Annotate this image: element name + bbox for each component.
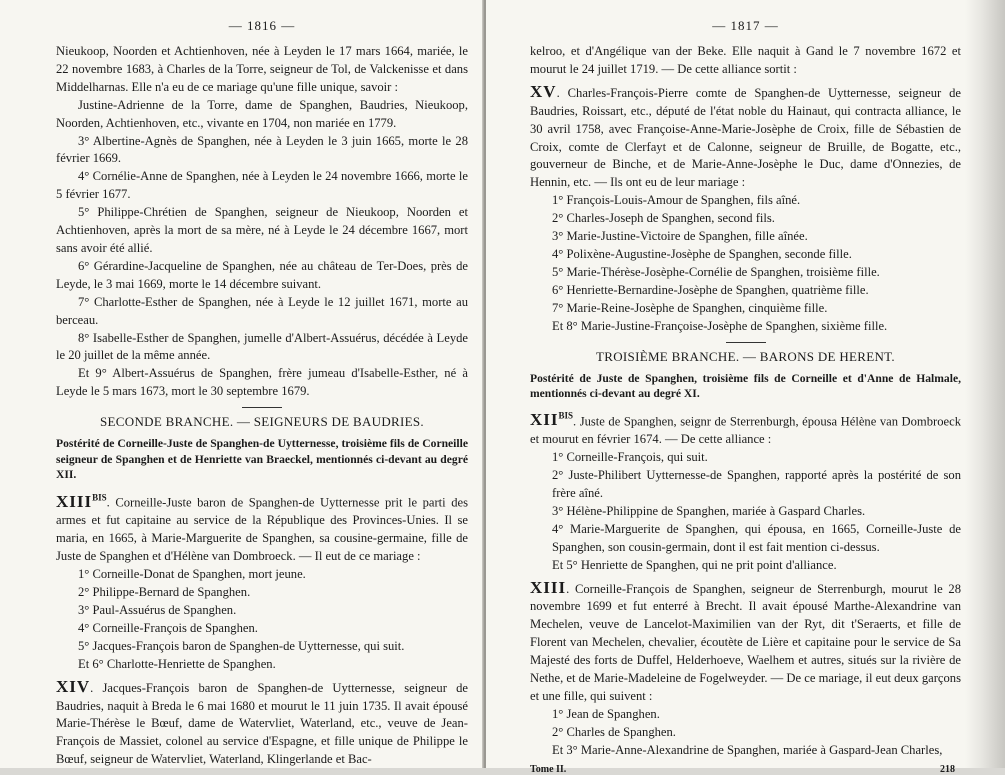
- branch-title: SECONDE BRANCHE. — SEIGNEURS DE BAUDRIES.: [100, 414, 424, 430]
- list-item: 1° Corneille-François, qui suit.: [552, 450, 708, 465]
- page-number: — 1817 —: [712, 18, 779, 33]
- paragraph: Justine-Adrienne de la Torre, dame de Spanghen, Baudries, Nieukoop, Noorden, Achtienhoven, etc., vivante en 1704, non mariée en 1779.: [56, 97, 468, 130]
- list-item: 4° Marie-Marguerite de Spanghen, qui épousa, en 1665, Corneille-Juste de Spanghen, son cousin-germain, dont il est fait mention ci-dessus.: [552, 521, 961, 554]
- page-edge-shadow: [965, 0, 1005, 768]
- list-item: 3° Marie-Justine-Victoire de Spanghen, fille aînée.: [552, 229, 808, 244]
- volume-label: Tome II.: [530, 763, 567, 775]
- list-item: 1° Jean de Spanghen.: [552, 706, 660, 721]
- degree-entry: $XIII^{BIS}$. Corneille-Juste baron de Spanghen-de Uytternesse prit le parti des armes et fut capitaine au service de la République des Provinces-Unies. Il se maria, en 1665, à Marie-Marguerite de Spanghen, sa cousine-germaine, fille de Juste de Spanghen et d'Hélène van Dombroeck. — Il eut de ce mariage :: [56, 491, 468, 564]
- paragraph: 6° Gérardine-Jacqueline de Spanghen, née au château de Ter-Does, près de Leyde, le 3 mai 1669, morte le 14 décembre suivant.: [56, 258, 468, 291]
- degree-numeral: XIII: [530, 577, 567, 597]
- paragraph: 3° Albertine-Agnès de Spanghen, née à Leyden le 3 juin 1665, morte le 28 février 1669.: [56, 133, 468, 166]
- sheet-number: 218: [940, 763, 955, 775]
- degree-numeral: $XIII^{BIS}$: [56, 491, 107, 511]
- paragraph: 4° Cornélie-Anne de Spanghen, née à Leyden le 24 novembre 1666, morte le 5 février 1677.: [56, 169, 468, 202]
- list-item: Et 6° Charlotte-Henriette de Spanghen.: [78, 656, 276, 671]
- page-number: — 1816 —: [228, 18, 296, 33]
- list-item: Et 3° Marie-Anne-Alexandrine de Spanghen, mariée à Gaspard-Jean Charles,: [552, 742, 943, 757]
- divider: [242, 407, 282, 408]
- list-item: 2° Juste-Philibert Uytternesse-de Spanghen, rapporté après la postérité de son frère aîné.: [552, 468, 961, 500]
- list-item: 3° Paul-Assuérus de Spanghen.: [78, 603, 237, 617]
- list-item: 7° Marie-Reine-Josèphe de Spanghen, cinquième fille.: [552, 300, 828, 315]
- degree-entry: XV. Charles-François-Pierre comte de Spanghen-de Uytternesse, seigneur de Baudries, Roissart, etc., député de l'état noble du Hainaut, qui contracta alliance, le 30 avril 1758, avec Françoise-Anne-Marie-Josèphe de Croix, fille de Sébastien de Croix, comte de Clerfayt et de Calonne, seigneur de Bruille, de Bogatte, etc., gouverneur de Binche, et de Marie-Anne-Josèphe le Duc, dame d'Onnezies, de Hennin, etc. — Ils ont eu de leur mariage :: [530, 81, 961, 190]
- right-page: [486, 0, 1005, 775]
- list-item: Et 8° Marie-Justine-Françoise-Josèphe de Spanghen, sixième fille.: [552, 318, 888, 333]
- list-item: 1° François-Louis-Amour de Spanghen, fils aîné.: [552, 193, 801, 208]
- list-item: 3° Hélène-Philippine de Spanghen, mariée à Gaspard Charles.: [552, 503, 866, 518]
- list-item: 4° Corneille-François de Spanghen.: [78, 620, 258, 635]
- page-footer: [530, 764, 961, 775]
- branch-intro: Postérité de Juste de Spanghen, troisième fils de Corneille et d'Anne de Halmale, mentionnés ci-devant au degré XI.: [530, 371, 961, 401]
- paragraph: Et 9° Albert-Assuérus de Spanghen, frère jumeau d'Isabelle-Esther, né à Leyde le 5 mars 1673, mort le 30 septembre 1679.: [56, 366, 468, 399]
- list-item: 2° Charles de Spanghen.: [552, 724, 676, 739]
- degree-numeral: XIV: [56, 676, 91, 696]
- list-item: 4° Polixène-Augustine-Josèphe de Spanghen, seconde fille.: [552, 246, 852, 261]
- branch-title: TROISIÈME BRANCHE. — BARONS DE HERENT.: [596, 348, 895, 364]
- degree-numeral: $XII^{BIS}$: [530, 410, 574, 430]
- list-item: 1° Corneille-Donat de Spanghen, mort jeune.: [78, 567, 306, 582]
- paragraph: kelroo, et d'Angélique van der Beke. Elle naquit à Gand le 7 novembre 1672 et mourut le 24 juillet 1719. — De cette alliance sortit :: [530, 44, 961, 76]
- degree-entry: XIV. Jacques-François baron de Spanghen-de Uytternesse, seigneur de Baudries, naquit à Breda le 6 mai 1680 et mourut le 11 juin 1735. Il avait épousé Marie-Thérèse le Bœuf, dame de Watervliet, Waterland, etc., veuve de Jean-François de Massiet, colonel au service d'Espagne, et fille unique de Philippe le Bœuf, seigneur de Watervliet, Waterland, Klingerlande et Bac-: [56, 676, 468, 767]
- list-item: 5° Jacques-François baron de Spanghen-de Uytternesse, qui suit.: [78, 638, 405, 653]
- degree-entry: $XII^{BIS}$. Juste de Spanghen, seignr de Sterrenburgh, épousa Hélène van Dombroeck et mourut en février 1674. — De cette alliance :: [530, 410, 961, 447]
- divider: [726, 342, 766, 343]
- degree-entry: XIII. Corneille-François de Spanghen, seigneur de Sterrenburgh, mourut le 28 novembre 1699 et fut enterré à Brecht. Il avait épousé Marthe-Alexandrine van Mechelen, veuve de Lancelot-Maximilien van der Ryt, dit t'Seraerts, et fille de Florent van Mechelen, chevalier, écoutète de Lière et capitaine pour le service de Sa Majesté des forts de Duffel, Helderhoeve, Waelhem et autres, situés sur la rivière de Nethe, et de Marie-Madeleine de Fogelweyder. — De ce mariage, il eut deux garçons et une fille, qui suivent :: [530, 577, 961, 703]
- paragraph: 5° Philippe-Chrétien de Spanghen, seigneur de Nieukoop, Noorden et Achtienhoven, après la mort de sa mère, né à Leyde le 24 décembre 1667, mort sans avoir été allié.: [56, 205, 468, 255]
- paragraph: 7° Charlotte-Esther de Spanghen, née à Leyde le 12 juillet 1671, morte au berceau.: [56, 294, 468, 327]
- list-item: 2° Charles-Joseph de Spanghen, second fils.: [552, 211, 775, 226]
- list-item: 2° Philippe-Bernard de Spanghen.: [78, 585, 251, 600]
- branch-intro: Postérité de Corneille-Juste de Spanghen-de Uytternesse, troisième fils de Corneille seigneur de Spanghen et de Henriette van Braeckel, mentionnés ci-devant au degré XII.: [56, 437, 468, 482]
- paragraph: Nieukoop, Noorden et Achtienhoven, née à Leyden le 17 mars 1664, mariée, le 22 novembre 1683, à Charles de la Torre, seigneur de Tol, de Valckenisse et dans Middelharnas. Elle n'a eu de ce mariage qu'une fille unique, savoir :: [56, 44, 468, 94]
- list-item: Et 5° Henriette de Spanghen, qui ne prit point d'alliance.: [552, 557, 837, 572]
- paragraph: 8° Isabelle-Esther de Spanghen, jumelle d'Albert-Assuérus, décédée à Leyde le 20 juillet de la même année.: [56, 330, 468, 363]
- list-item: 5° Marie-Thérèse-Josèphe-Cornélie de Spanghen, troisième fille.: [552, 264, 880, 279]
- list-item: 6° Henriette-Bernardine-Josèphe de Spanghen, quatrième fille.: [552, 282, 869, 297]
- left-page: [0, 0, 484, 768]
- degree-numeral: XV: [530, 81, 557, 101]
